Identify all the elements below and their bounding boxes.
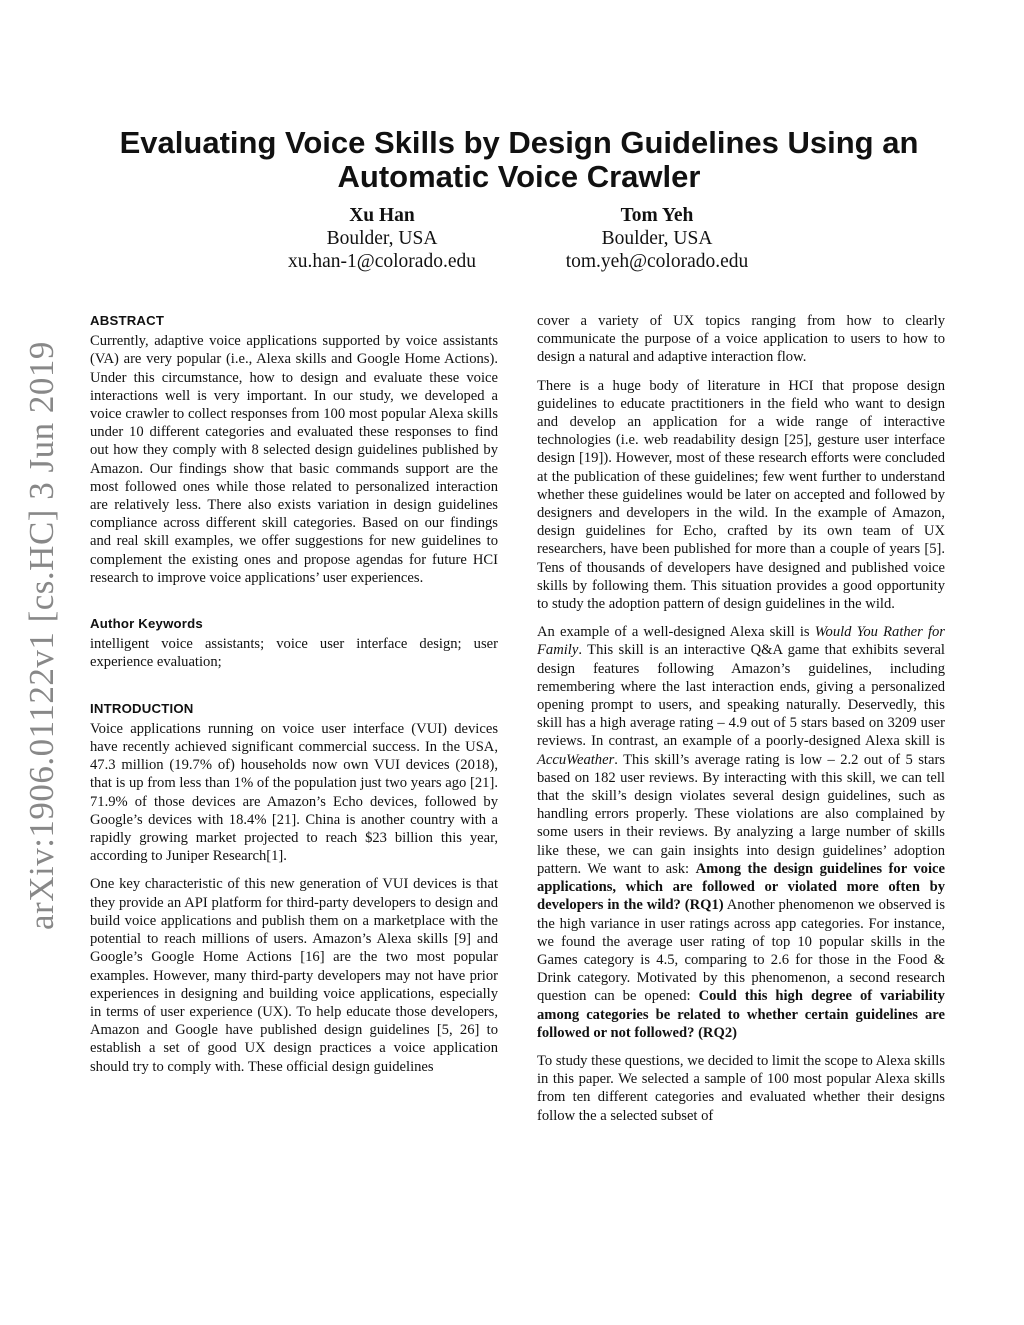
right-paragraph-3 bbox=[537, 623, 945, 1042]
arxiv-stamp-text: arXiv:1906.01122v1 [cs.HC] 3 Jun 2019 bbox=[22, 341, 61, 930]
title-line-2: Automatic Voice Crawler bbox=[337, 159, 701, 194]
abstract-text: Currently, adaptive voice applications supported by voice assistants (VA) are very popular (i.e., Alexa skills and Google Home Actions). Under this circumstance, how to design and evaluate these voice interactions well is very important. In our study, we developed a voice crawler to collect responses from 100 most popular Alexa skills under 10 different categories and evaluated these responses to find out how they comply with 8 selected design guidelines published by Amazon. Our findings show that basic commands support are the most followed ones while those related to personalized interaction are relatively less. There also exists variation in design guidelines compliance across different skill categories. Based on our findings and real skill examples, we offer suggestions for new guidelines to complement the existing ones and propose agendas for future HCI research to improve voice applications’ user experiences. bbox=[90, 333, 498, 586]
right-paragraph-4: To study these questions, we decided to limit the scope to Alexa skills in this paper. We selected a sample of 100 most popular Alexa skills from ten different categories and evaluated whether their designs follow the a selected subset of bbox=[537, 1052, 945, 1124]
keywords-heading: Author Keywords bbox=[90, 616, 203, 632]
author-name: Tom Yeh bbox=[620, 205, 694, 226]
author-email: xu.han-1@colorado.edu bbox=[288, 251, 476, 272]
right-paragraph-2: There is a huge body of literature in HCI that propose design guidelines to educate practitioners in the field who want to design and develop an application for a wide range of interactive technologies (i.e. web readability design [25], gesture user interface design [19]). However, most of these research efforts were concluded at the publication of these guidelines; few went further to understand whether these guidelines would be later on accepted and followed by designers and developers in the wild. In the example of Amazon, design guidelines for Echo, crafted by its own team of UX researchers, have been published for more than a couple of years [5]. Tens of thousands of developers have designed and published voice skills by following them. This situation provides a good opportunity to study the adoption pattern of design guidelines in the wild. bbox=[537, 377, 945, 613]
skill-name-accuweather: AccuWeather bbox=[537, 751, 615, 768]
p3-text-b: . This skill is an interactive Q&A game that exhibits several design features following Amazon’s guidelines, including remembering where the last interaction ends, giving a personalized opening prompt to users, and speaking naturally. Deservedly, this skill has a high average rating – 4.9 out of 5 stars based on 3209 user reviews. In contrast, an example of a poorly-designed Alexa skill is bbox=[537, 642, 945, 750]
skill-name-would-you-rather: Would You Rather for Family bbox=[537, 624, 945, 659]
left-column bbox=[90, 312, 498, 1086]
author-name: Xu Han bbox=[349, 205, 415, 226]
p3-text-d: Another phenomenon we observed is the high variance in user ratings across app categories. For instance, we found the average user rating of top 10 popular skills in the Games category is 4.5, comparing to 2.6 for those in the Food & Drink category. Motivated by this phenomenon, a second research question can be opened: bbox=[537, 897, 945, 1005]
research-question-2: Could this high degree of variability among categories be related to whether certain guidelines are followed or not followed? (RQ2) bbox=[537, 988, 945, 1041]
author-location: Boulder, USA bbox=[326, 228, 438, 249]
title-line-1: Evaluating Voice Skills by Design Guidelines Using an bbox=[119, 125, 919, 160]
research-question-1: Among the design guidelines for voice applications, which are followed or violated more often by developers in the wild? (RQ1) bbox=[537, 860, 945, 914]
intro-paragraph-2: One key characteristic of this new generation of VUI devices is that they provide an API platform for third-party developers to design and build voice applications and publish them on a marketplace with the potential to reach millions of users. Amazon’s Alexa skills [9] and Google’s Google Home Actions [16] are the two most popular examples. However, many third-party developers may not have prior experiences in designing and building voice applications, especially in terms of user experience (UX). To help educate those developers, Amazon and Google have published design guidelines [5, 26] to establish a set of good UX design practices a voice application should try to comply with. These official design guidelines bbox=[90, 876, 498, 1075]
keywords-text: intelligent voice assistants; voice user interface design; user experience evaluation; bbox=[90, 636, 498, 671]
abstract-heading: ABSTRACT bbox=[90, 313, 165, 328]
right-paragraph-1: cover a variety of UX topics ranging from how to clearly communicate the purpose of a voice application to users to how to design a natural and adaptive interaction flow. bbox=[537, 313, 945, 366]
author-location: Boulder, USA bbox=[601, 228, 713, 249]
p3-text-c: . This skill’s average rating is low – 2.2 out of 5 stars based on 182 user reviews. By interacting with this skill, we can tell that the skill’s design violates several design guidelines, such as handling errors properly. These violations are also complained by some users in their reviews. By analyzing a large number of skills like these, we can gain insights into design guidelines’ adoption pattern. We want to ask: bbox=[537, 751, 945, 877]
p3-text-a: An example of a well-designed Alexa skill is bbox=[537, 624, 815, 641]
right-column bbox=[537, 312, 945, 1135]
paper-title bbox=[90, 126, 948, 194]
author-block-1 bbox=[232, 204, 532, 273]
author-email: tom.yeh@colorado.edu bbox=[565, 251, 749, 272]
author-block-2 bbox=[507, 204, 807, 273]
intro-paragraph-1: Voice applications running on voice user interface (VUI) devices have recently achieved significant commercial success. In the USA, 47.3 million (19.7% of) households now own VUI devices (2018), that is up from less than 1% of the population just two years ago [21]. 71.9% of those devices are Amazon’s Echo devices, followed by Google’s devices with 18.4% [21]. China is another country with a rapidly growing market projected to reach $23 billion this year, according to Juniper Research[1]. bbox=[90, 720, 498, 865]
introduction-heading: INTRODUCTION bbox=[90, 700, 194, 716]
